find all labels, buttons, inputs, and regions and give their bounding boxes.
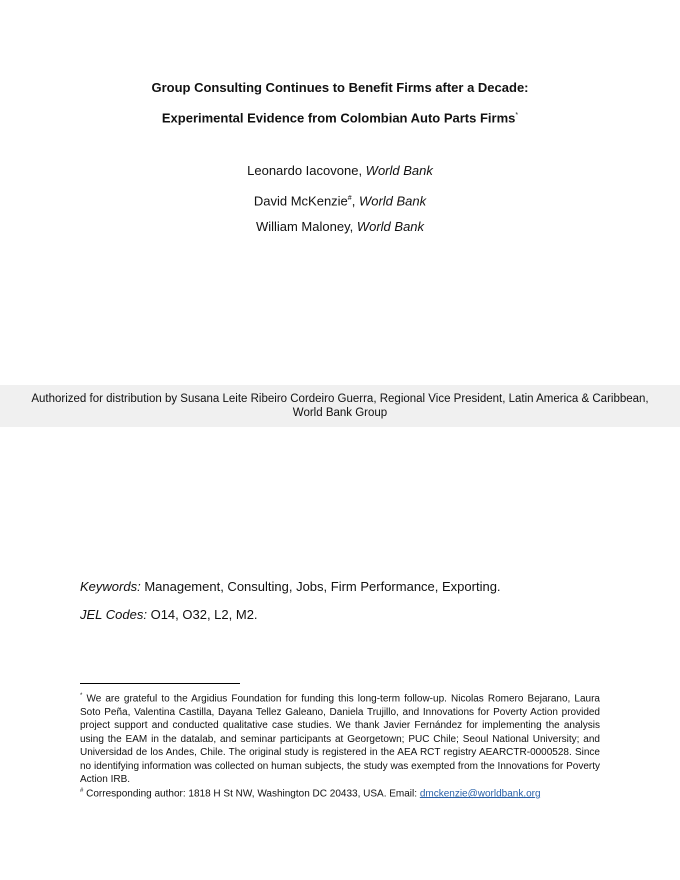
footnote-2 [80,785,600,801]
keywords-label: Keywords: [80,579,141,594]
email-link[interactable]: dmckenzie@worldbank.org [419,788,541,800]
footnote-1 [80,690,600,787]
author-name: Leonardo Iacovone [247,163,359,178]
author-affiliation: World Bank [365,163,433,178]
footnote-1-mark: * [80,693,83,699]
distribution-text: Authorized for distribution by Susana Leite Ribeiro Cordeiro Guerra, Regional Vice President, Latin America & Caribbean, World Bank Group [31,393,649,419]
author-1: Leonardo Iacovone, World Bank [247,163,433,178]
title-footnote-mark: * [515,112,519,119]
keywords [80,579,501,595]
title-text-1: Group Consulting Continues to Benefit Firms after a Decade: [151,80,529,95]
footnote-2-text: Corresponding author: 1818 H St NW, Washington DC 20433, USA. Email: [86,788,420,800]
author-mark: # [347,195,352,202]
author-affiliation: World Bank [356,219,425,234]
author-2: David McKenzie#, World Bank [253,193,427,209]
paper-title-line-1 [0,80,680,96]
author-name: David McKenzie [253,193,348,209]
keywords-value: Management, Consulting, Jobs, Firm Performance, Exporting. [144,579,501,594]
author-name: William Maloney [255,219,350,234]
footnote-divider [80,683,240,684]
jel-value: O14, O32, L2, M2. [150,607,258,622]
footnote-2-mark: # [80,788,84,794]
author-affiliation: World Bank [358,193,427,209]
jel-label: JEL Codes: [80,607,147,622]
jel-codes [80,607,258,623]
footnote-1-text: We are grateful to the Argidius Foundation for funding this long-term follow-up. Nicolas Romero Bejarano, Laura Soto Peña, Valentina Castilla, Dayana Tellez Galeano, Daniela Trujillo, and Innovations for Poverty Action provided project support and conducted qualitative case studies. We thank Javier Fernández for implementing the analysis using the EAM in the datalab, and seminar participants at Georgetown; PUC Chile; Seoul National University; and Universidad de los Andes, Chile. The original study is registered in the AEA RCT registry AEARCTR-0000528. Since no identifying information was collected on human subjects, the study was exempted from the Innovations for Poverty Action IRB. [80,693,600,786]
distribution-banner [0,385,680,427]
author-3: William Maloney, World Bank [255,219,425,234]
title-text-2: Experimental Evidence from Colombian Auto Parts Firms [161,110,516,126]
paper-title-line-2 [0,108,680,126]
